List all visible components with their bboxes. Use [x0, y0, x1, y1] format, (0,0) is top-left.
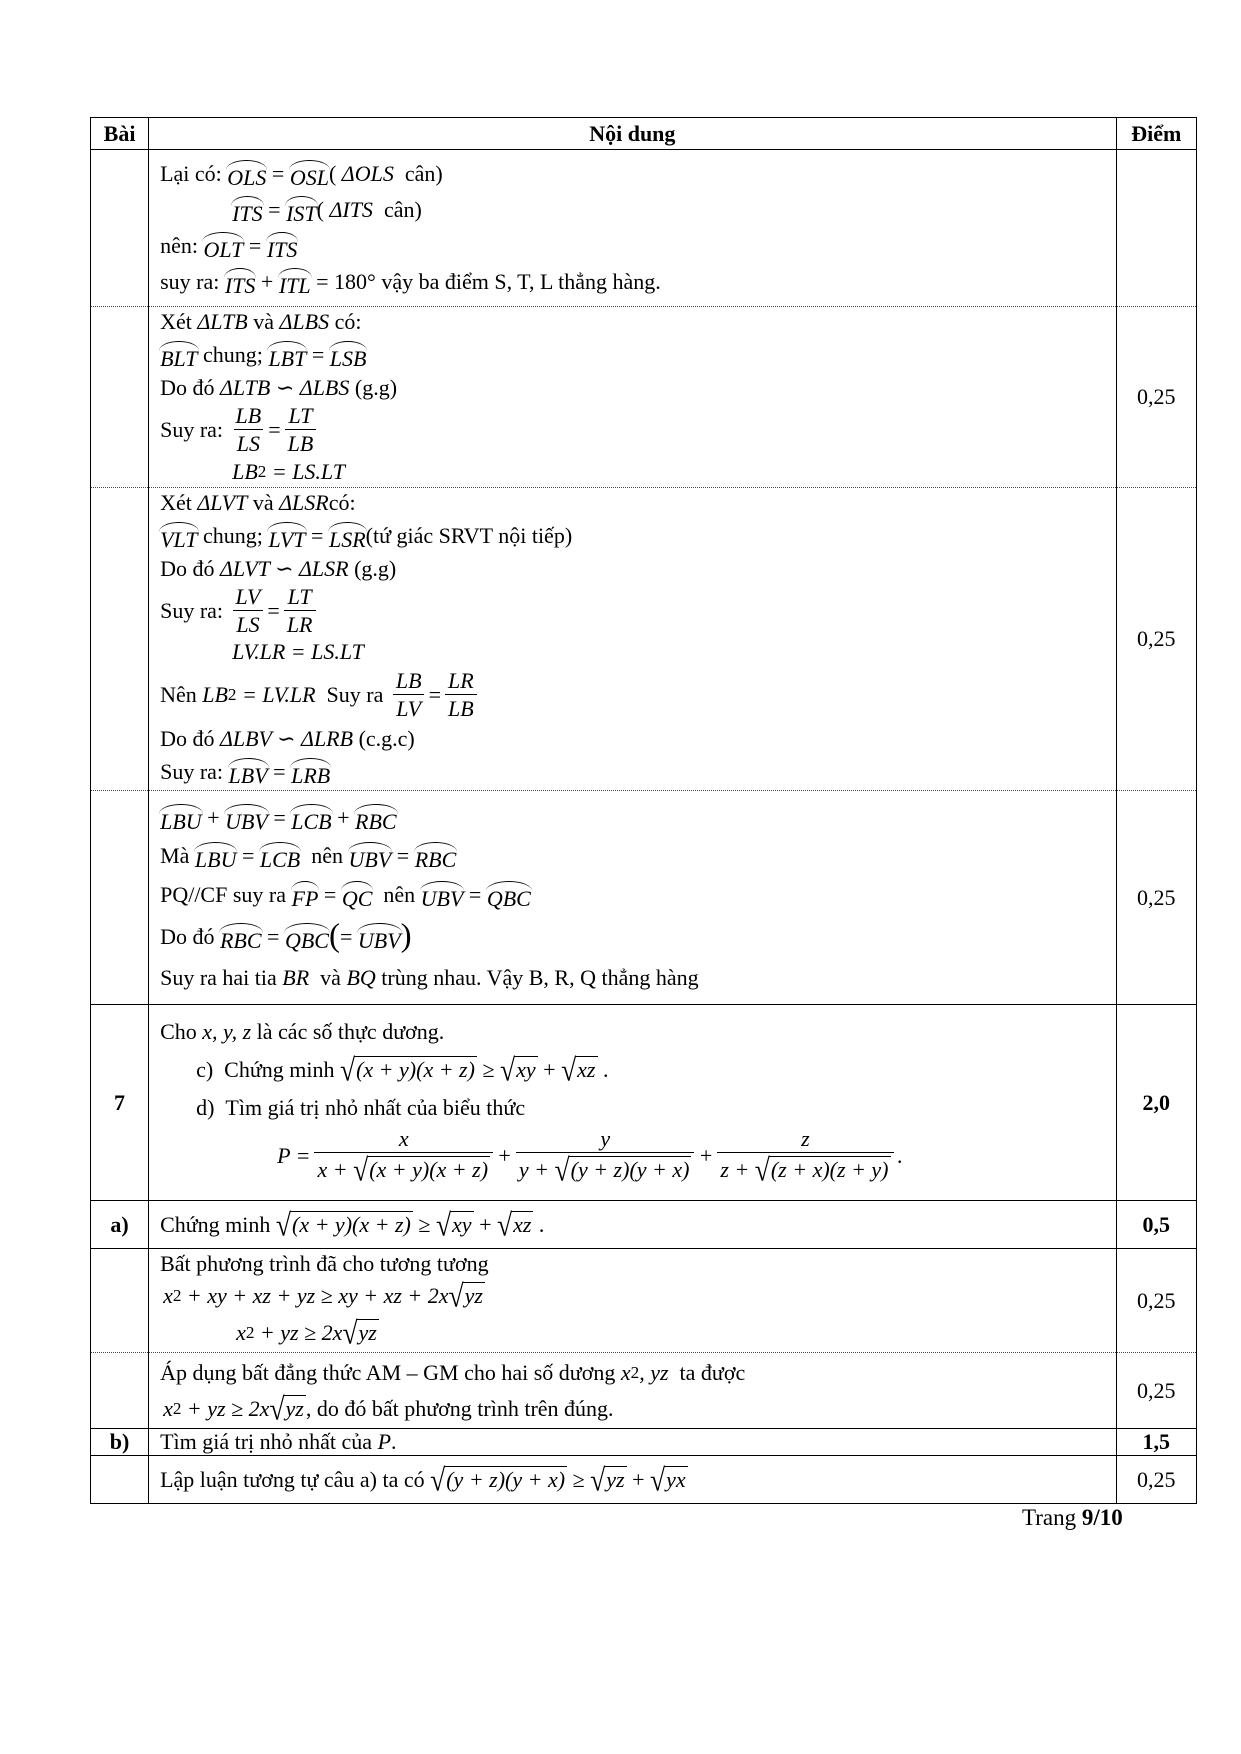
score-cell: 0,25 [1116, 307, 1196, 488]
score-cell: 0,25 [1116, 1353, 1196, 1429]
fraction: LB LV [393, 670, 425, 720]
bai-cell [91, 1249, 149, 1353]
table-row [91, 1005, 1197, 1201]
page-number: Trang 9/10 [1022, 1505, 1123, 1530]
table-row [91, 307, 1197, 488]
sqrt: √ (y + z)(y + x) [554, 1151, 690, 1188]
content-cell: Lại có: OLS = OSL ( ΔOLS cân) ITS = IST ( ΔITS cân) nên: OLT = ITS suy ra: ITS + ITL = 180° vậy ba điểm S, T, L thẳng hàng. [149, 150, 1116, 307]
angle-lbu: LBU [195, 841, 237, 871]
table-row [91, 1249, 1197, 1353]
bai-cell [91, 791, 149, 1005]
fraction: z z + √ (z + x)(z + y) [717, 1128, 893, 1184]
angle-lcb: LCB [260, 841, 300, 871]
sqrt: √ xz [496, 1206, 532, 1243]
angle-ubv: UBV [225, 803, 268, 833]
arc-qc: QC [342, 880, 373, 910]
bai-cell [91, 1456, 149, 1504]
fraction: LB LS [235, 403, 262, 456]
content-cell: Chứng minh √ (x + y)(x + z) ≥ √ xy + √ xz . [149, 1201, 1116, 1249]
score-cell: 1,5 [1116, 1429, 1196, 1456]
angle-rbc: RBC [355, 803, 397, 833]
angle-ols: OLS [227, 159, 266, 189]
bai-cell [91, 150, 149, 307]
bai-cell: 7 [91, 1005, 149, 1201]
fraction: x x + √ (x + y)(x + z) [314, 1128, 493, 1184]
bai-cell [91, 1353, 149, 1429]
content-cell: Cho x, y, z là các số thực dương. c) Chứng minh √ (x + y)(x + z) ≥ √ xy + √ xz . d) Tìm giá trị nhỏ nhất của biểu thức P = x x + √ (x + y)(x + z) + y y + √ (y + z)(y + x) + z z + √ (z + x)(z + y) . [149, 1005, 1116, 1201]
answer-table [90, 117, 1197, 1504]
content-cell: LBU + UBV = LCB + RBC Mà LBU = LCB nên UBV = RBC PQ//CF suy ra FP = QC nên UBV = QBC Do đó RBC = QBC ( = UBV ) Suy ra hai tia BR và BQ trùng nhau. Vậy B, R, Q thẳng hàng [149, 791, 1116, 1005]
sqrt: √ (x + y)(x + z) [353, 1151, 489, 1188]
table-header [91, 118, 1197, 150]
angle-lrb: LRB [291, 757, 330, 787]
sqrt: √ xz [561, 1051, 596, 1088]
score-cell: 2,0 [1116, 1005, 1196, 1201]
angle-qbc: QBC [285, 922, 329, 952]
angle-rbc: RBC [220, 922, 262, 952]
header-bai: Bài [91, 118, 149, 150]
angle-qbc: QBC [487, 880, 531, 910]
table-row [91, 791, 1197, 1005]
angle-olt: OLT [203, 231, 243, 261]
content-cell: Bất phương trình đã cho tương tương x 2 + xy + xz + yz ≥ xy + xz + 2x √ yz x 2 + yz ≥ 2x √ yz [149, 1249, 1116, 1353]
angle-ubv: UBV [349, 841, 392, 871]
angle-lbu: LBU [160, 803, 202, 833]
angle-blt: BLT [160, 340, 197, 370]
bai-cell: a) [91, 1201, 149, 1249]
angle-lcb: LCB [291, 803, 331, 833]
bai-cell [91, 307, 149, 488]
angle-rbc: RBC [415, 841, 457, 871]
angle-lbv: LBV [229, 757, 268, 787]
content-cell: Lập luận tương tự câu a) ta có √ (y + z)(y + x) ≥ √ yz + √ yx [149, 1456, 1116, 1504]
table-row [91, 1456, 1197, 1504]
content-cell: Xét ΔLTB và ΔLBS có: BLT chung; LBT = LSB Do đó ΔLTB ∽ ΔLBS (g.g) Suy ra: LB LS = LT LB LB 2 = LS.LT [149, 307, 1116, 488]
angle-lsb: LSB [330, 340, 367, 370]
sqrt: √ xy [500, 1051, 536, 1088]
angle-vlt: VLT [160, 521, 197, 551]
fraction: LR LB [445, 670, 477, 720]
score-cell: 0,25 [1116, 791, 1196, 1005]
content-cell: Tìm giá trị nhỏ nhất của P . [149, 1429, 1116, 1456]
angle-lvt: LVT [268, 521, 305, 551]
fraction: y y + √ (y + z)(y + x) [516, 1128, 695, 1184]
sqrt: √ (x + y)(x + z) [275, 1206, 411, 1243]
bai-cell [91, 488, 149, 791]
sqrt: √ yx [650, 1461, 686, 1498]
score-cell: 0,25 [1116, 488, 1196, 791]
sqrt: √ xy [435, 1206, 472, 1243]
sqrt: √ (y + z)(y + x) [430, 1461, 566, 1498]
table-row [91, 1429, 1197, 1456]
angle-its: ITS [267, 231, 298, 261]
score-cell: 0,25 [1116, 1456, 1196, 1504]
bai-cell: b) [91, 1429, 149, 1456]
content-cell: Áp dụng bất đẳng thức AM – GM cho hai số dương x 2 , yz ta được x 2 + yz ≥ 2x √ yz , do đó bất phương trình trên đúng. [149, 1353, 1116, 1429]
score-cell: 0,25 [1116, 1249, 1196, 1353]
fraction: LT LR [284, 586, 316, 636]
sqrt: √ yz [269, 1390, 304, 1427]
angle-ubv: UBV [421, 880, 464, 910]
sqrt: √ yz [590, 1461, 625, 1498]
angle-itl: ITL [279, 267, 311, 297]
fraction: LV LS [233, 586, 264, 636]
table-row [91, 1201, 1197, 1249]
score-cell [1116, 150, 1196, 307]
angle-ubv: UBV [358, 922, 401, 952]
angle-its: ITS [225, 267, 256, 297]
table-row [91, 150, 1197, 307]
sqrt: √ (z + x)(z + y) [754, 1151, 889, 1188]
fraction: LT LB [285, 405, 317, 455]
angle-lsr: LSR [329, 521, 366, 551]
angle-its: ITS [232, 195, 263, 225]
sqrt: √ (x + y)(x + z) [340, 1051, 475, 1088]
content-cell: Xét ΔLVT và ΔLSR có: VLT chung; LVT = LSR (tứ giác SRVT nội tiếp) Do đó ΔLVT ∽ ΔLSR (g.g) Suy ra: LV LS = LT LR LV.LR = LS.LT Nên LB 2 = LV.LR Suy ra LB LV = LR LB Do đó ΔLBV ∽ ΔLRB (c.g.c) Suy ra: LBV = LRB [149, 488, 1116, 791]
sqrt: √ yz [448, 1277, 483, 1314]
header-diem: Điểm [1116, 118, 1196, 150]
header-noi-dung: Nội dung [149, 118, 1116, 150]
score-cell: 0,5 [1116, 1201, 1196, 1249]
table-row [91, 1353, 1197, 1429]
sqrt: √ yz [342, 1314, 377, 1351]
angle-osl: OSL [290, 159, 329, 189]
angle-lbt: LBT [268, 340, 306, 370]
arc-fp: FP [292, 880, 319, 910]
angle-ist: IST [286, 195, 317, 225]
table-row [91, 488, 1197, 791]
